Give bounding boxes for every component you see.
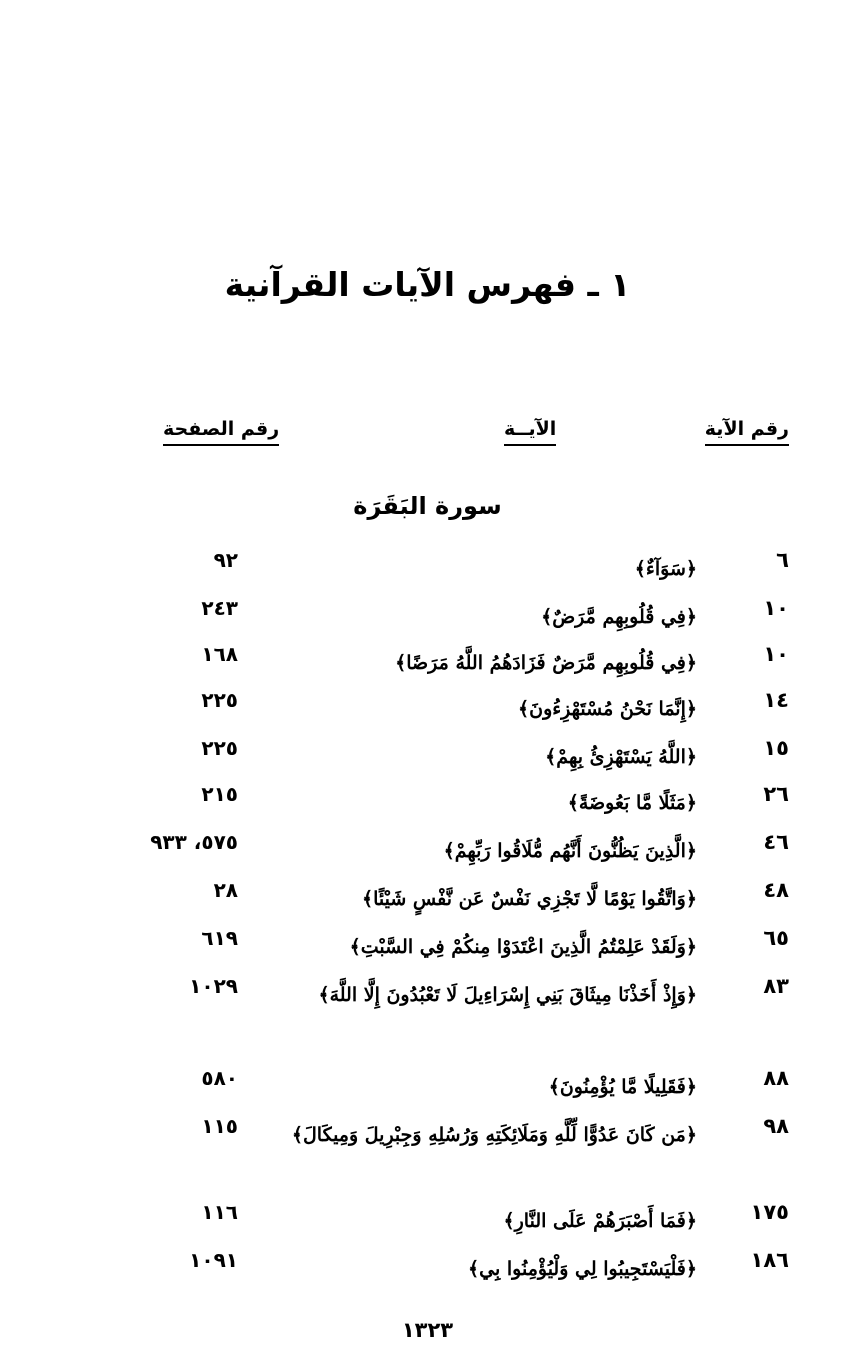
- surah-heading: سورة البَقَرَة: [353, 492, 502, 520]
- ayah-number: ١٧٥: [750, 1200, 789, 1224]
- ayah-number: ٢٦: [763, 782, 789, 806]
- ayah-number: ٤٦: [763, 830, 789, 854]
- ayah-text: ﴿إِنَّمَا نَحْنُ مُسْتَهْزِءُونَ﴾: [517, 698, 697, 720]
- page-reference: ١٦٨: [201, 642, 238, 666]
- ayah-text: ﴿مَثَلًا مَّا بَعُوضَةً﴾: [567, 792, 697, 814]
- page-reference: ١١٦: [201, 1200, 238, 1224]
- column-header-ayah: الآيــة: [504, 418, 556, 446]
- page-reference: ٦١٩: [201, 926, 238, 950]
- ayah-text: ﴿سَوَآءٌ﴾: [634, 558, 697, 580]
- page-reference: ٢٨: [213, 878, 238, 902]
- page-reference: ١١٥: [201, 1114, 238, 1138]
- ayah-number: ٦٥: [763, 926, 789, 950]
- ayah-number: ٨٨: [763, 1066, 789, 1090]
- ayah-text: ﴿فَمَا أَصْبَرَهُمْ عَلَى النَّارِ﴾: [503, 1210, 697, 1232]
- ayah-number: ٤٨: [763, 878, 789, 902]
- ayah-text: ﴿فَقَلِيلًا مَّا يُؤْمِنُونَ﴾: [548, 1076, 697, 1098]
- ayah-text: ﴿الَّذِينَ يَظُنُّونَ أَنَّهُم مُّلَاقُوا رَبِّهِمْ﴾: [443, 840, 697, 862]
- ayah-text: ﴿مَن كَانَ عَدُوًّا لِّلَّهِ وَمَلَائِكَتِهِ وَرُسُلِهِ وَجِبْرِيلَ وَمِيكَالَ﴾: [291, 1124, 697, 1146]
- ayah-text: ﴿وَإِذْ أَخَذْنَا مِيثَاقَ بَنِي إِسْرَاءِيلَ لَا تَعْبُدُونَ إِلَّا اللَّهَ﴾: [318, 984, 697, 1006]
- page-reference: ٩٢: [213, 548, 238, 572]
- ayah-text: ﴿فَلْيَسْتَجِيبُوا لِي وَلْيُؤْمِنُوا بِي﴾: [468, 1258, 697, 1280]
- ayah-number: ١٨٦: [750, 1248, 789, 1272]
- page-reference: ١٠٩١: [189, 1248, 238, 1272]
- ayah-number: ١٠: [763, 642, 789, 666]
- column-header-page-number: رقم الصفحة: [163, 418, 279, 446]
- ayah-text: ﴿فِي قُلُوبِهِم مَّرَضٌ فَزَادَهُمُ اللَّهُ مَرَضًا﴾: [395, 652, 697, 674]
- page-reference: ١٠٢٩: [189, 974, 238, 998]
- ayah-number: ٩٨: [763, 1114, 789, 1138]
- page-reference: ٥٧٥، ٩٣٣: [150, 830, 238, 854]
- page-number: ١٣٢٣: [401, 1318, 454, 1342]
- ayah-number: ١٥: [763, 736, 789, 760]
- page-reference: ٢٤٣: [201, 596, 238, 620]
- ayah-text: ﴿اللَّهُ يَسْتَهْزِئُ بِهِمْ﴾: [545, 746, 697, 768]
- ayah-number: ١٠: [763, 596, 789, 620]
- ayah-text: ﴿وَاتَّقُوا يَوْمًا لَّا تَجْزِي نَفْسٌ عَن نَّفْسٍ شَيْئًا﴾: [361, 888, 697, 910]
- ayah-text: ﴿وَلَقَدْ عَلِمْتُمُ الَّذِينَ اعْتَدَوْا مِنكُمْ فِي السَّبْتِ﴾: [349, 936, 697, 958]
- column-header-ayah-number: رقم الآية: [705, 418, 789, 446]
- ayah-text: ﴿فِي قُلُوبِهِم مَّرَضٌ﴾: [541, 606, 697, 628]
- index-title: ١ ـ فهرس الآيات القرآنية: [224, 265, 631, 304]
- page-reference: ٢٢٥: [201, 688, 238, 712]
- page-reference: ٥٨٠: [201, 1066, 238, 1090]
- ayah-number: ١٤: [763, 688, 789, 712]
- page-reference: ٢٢٥: [201, 736, 238, 760]
- ayah-number: ٦: [776, 548, 789, 572]
- ayah-number: ٨٣: [763, 974, 789, 998]
- page-reference: ٢١٥: [201, 782, 238, 806]
